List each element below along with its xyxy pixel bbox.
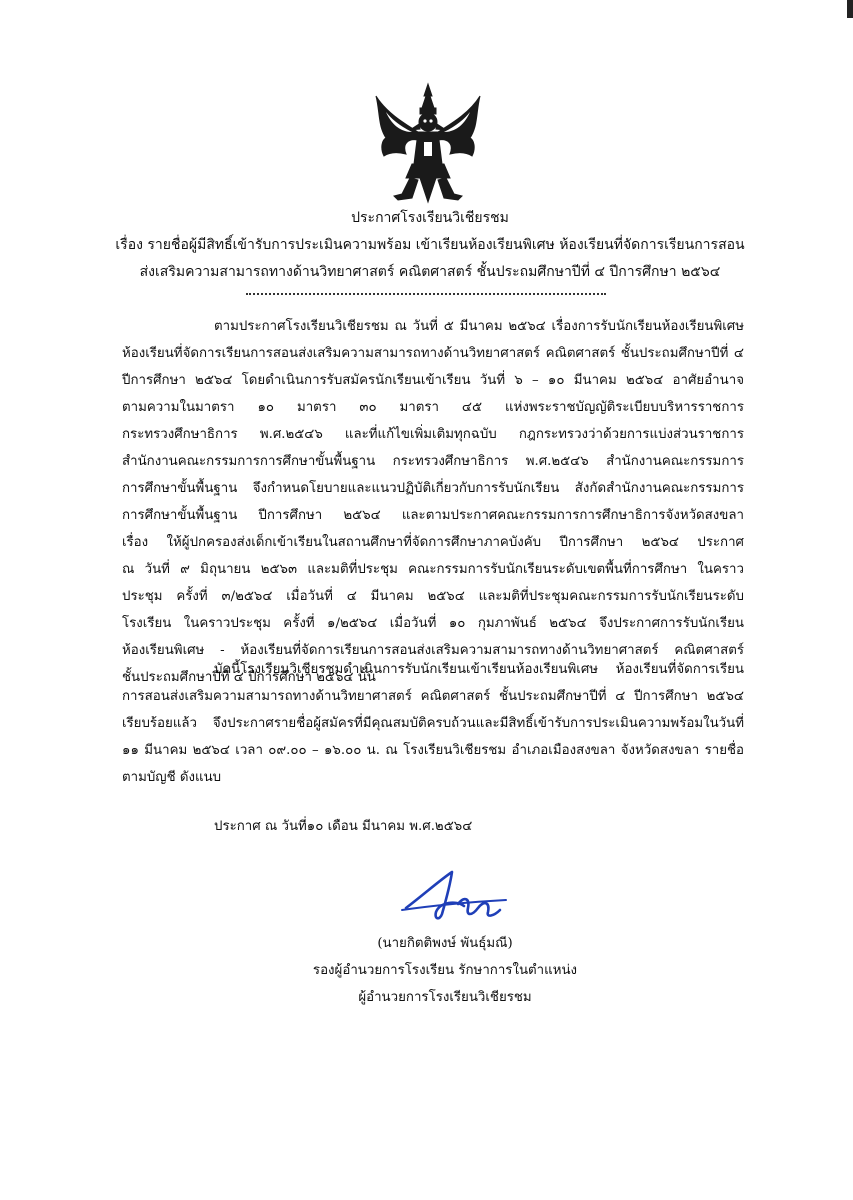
announcement-date: ประกาศ ณ วันที่๑๐ เดือน มีนาคม พ.ศ.๒๕๖๔ — [214, 819, 473, 834]
paragraph-line: การศึกษาขั้นพื้นฐาน ปีการศึกษา ๒๕๖๔ และตามประกาศคณะกรรมการการศึกษาธิการจังหวัดสงขลา — [122, 508, 744, 523]
paragraph-line: การสอนส่งเสริมความสามารถทางด้านวิทยาศาสตร์ คณิตศาสตร์ ชั้นประถมศึกษาปีที่ ๔ ปีการศึกษา ๒๕๖๔ — [122, 689, 744, 704]
subject-line-2: ส่งเสริมความสามารถทางด้านวิทยาศาสตร์ คณิตศาสตร์ ชั้นประถมศึกษาปีที่ ๔ ปีการศึกษา ๒๕๖๔ — [139, 264, 721, 280]
paragraph-line: สำนักงานคณะกรรมการการศึกษาขั้นพื้นฐาน กระทรวงศึกษาธิการ พ.ศ.๒๕๔๖ สำนักงานคณะกรรมการ — [122, 454, 744, 469]
paragraph-line: ปีการศึกษา ๒๕๖๔ โดยดำเนินการรับสมัครนักเรียนเข้าเรียน วันที่ ๖ – ๑๐ มีนาคม ๒๕๖๔ อาศัยอำนาจ — [122, 373, 744, 388]
announcement-title-block — [90, 205, 770, 286]
handwritten-signature — [400, 866, 510, 928]
subject-line-1: เรื่อง รายชื่อผู้มีสิทธิ์เข้ารับการประเมินความพร้อม เข้าเรียนห้องเรียนพิเศษ ห้องเรียนที่จัดการเรียนการสอน — [115, 237, 745, 253]
announcement-heading: ประกาศโรงเรียนวิเชียรชม — [351, 210, 509, 226]
paragraph-line: ตามบัญชี ดังแนบ — [122, 770, 222, 785]
paragraph-line: ๑๑ มีนาคม ๒๕๖๔ เวลา ๐๙.๐๐ – ๑๖.๐๐ น. ณ โรงเรียนวิเชียรชม อำเภอเมืองสงขลา จังหวัดสงขลา รายชื่อ — [122, 743, 744, 758]
signer-position-2: ผู้อำนวยการโรงเรียนวิเชียรชม — [358, 990, 532, 1005]
paragraph-line: การศึกษาขั้นพื้นฐาน จึงกำหนดโยบายและแนวปฏิบัติเกี่ยวกับการรับนักเรียน สังกัดสำนักงานคณะกรรมการ — [122, 481, 744, 496]
paragraph-line: เรื่อง ให้ผู้ปกครองส่งเด็กเข้าเรียนในสถานศึกษาที่จัดการศึกษาภาคบังคับ ปีการศึกษา ๒๕๖๔ ประกาศ — [122, 535, 744, 550]
paragraph-line: ตามประกาศโรงเรียนวิเชียรชม ณ วันที่ ๕ มีนาคม ๒๕๖๔ เรื่องการรับนักเรียนห้องเรียนพิเศษ — [214, 319, 744, 334]
scan-edge-mark — [847, 0, 853, 18]
paragraph-line: ห้องเรียนพิเศษ - ห้องเรียนที่จัดการเรียนการสอนส่งเสริมความสามารถทางด้านวิทยาศาสตร์ คณิตศาสตร์ — [122, 643, 744, 658]
paragraph-2 — [122, 656, 744, 791]
paragraph-line: โรงเรียน ในคราวประชุม ครั้งที่ ๑/๒๕๖๔ เมื่อวันที่ ๑๐ กุมภาพันธ์ ๒๕๖๔ จึงประกาศการรับนักเรียน — [122, 616, 744, 631]
paragraph-line: ณ วันที่ ๙ มิถุนายน ๒๕๖๓ และมติที่ประชุม คณะกรรมการรับนักเรียนระดับเขตพื้นที่การศึกษา ในคราว — [122, 562, 744, 577]
paragraph-line: ประชุม ครั้งที่ ๓/๒๕๖๔ เมื่อวันที่ ๔ มีนาคม ๒๕๖๔ และมติที่ประชุมคณะกรรมการรับนักเรียนระดับ — [122, 589, 744, 604]
paragraph-line: บัดนี้โรงเรียนวิเชียรชมดำเนินการรับนักเรียนเข้าเรียนห้องเรียนพิเศษ ห้องเรียนที่จัดการเรียน — [214, 662, 744, 677]
signer-block — [280, 930, 610, 1011]
garuda-emblem-icon — [372, 82, 484, 204]
paragraph-line: เรียบร้อยแล้ว จึงประกาศรายชื่อผู้สมัครที่มีคุณสมบัติครบถ้วนและมีสิทธิ์เข้ารับการประเมินความพร้อมในวันที่ — [122, 716, 744, 731]
paragraph-line: ชั้นประถมศึกษาปีที่ ๔ ปีการศึกษา ๒๕๖๔ นั้น — [122, 670, 376, 685]
dotted-separator — [246, 293, 606, 295]
paragraph-1 — [122, 313, 744, 691]
signer-name: (นายกิตติพงษ์ พันธุ์มณี) — [377, 936, 513, 951]
signer-position-1: รองผู้อำนวยการโรงเรียน รักษาการในตำแหน่ง — [312, 963, 578, 978]
paragraph-line: ห้องเรียนที่จัดการเรียนการสอนส่งเสริมความสามารถทางด้านวิทยาศาสตร์ คณิตศาสตร์ ชั้นประถมศึกษาปีที่ ๔ — [122, 346, 744, 361]
paragraph-line: กระทรวงศึกษาธิการ พ.ศ.๒๕๔๖ และที่แก้ไขเพิ่มเติมทุกฉบับ กฎกระทรวงว่าด้วยการแบ่งส่วนราชการ — [122, 427, 744, 442]
paragraph-line: ตามความในมาตรา ๑๐ มาตรา ๓๐ มาตรา ๔๕ แห่งพระราชบัญญัติระเบียบบริหารราชการ — [122, 400, 744, 415]
